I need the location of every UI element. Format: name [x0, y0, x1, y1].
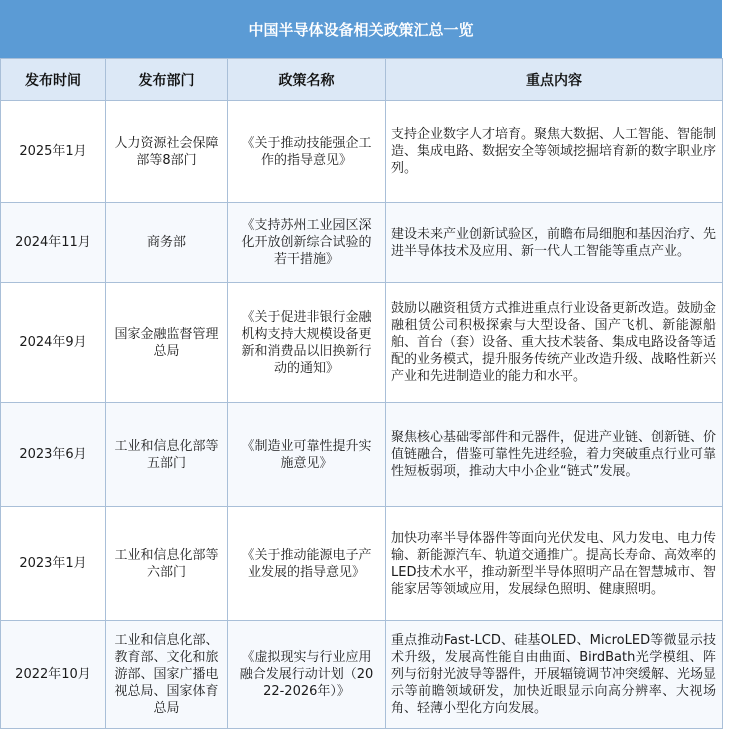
cell-policy-name: 《关于促进非银行金融机构支持大规模设备更新和消费品以旧换新行动的通知》 — [228, 283, 386, 403]
table-row — [1, 621, 723, 729]
cell-date: 2025年1月 — [1, 101, 106, 203]
header-policy-name: 政策名称 — [228, 59, 386, 101]
cell-dept: 人力资源社会保障部等8部门 — [106, 101, 228, 203]
cell-date: 2022年10月 — [1, 621, 106, 729]
table-row — [1, 101, 723, 203]
table-title: 中国半导体设备相关政策汇总一览 — [0, 0, 722, 58]
cell-dept: 商务部 — [106, 203, 228, 283]
cell-policy-name: 《虚拟现实与行业应用融合发展行动计划（2022-2026年）》 — [228, 621, 386, 729]
cell-policy-name: 《关于推动能源电子产业发展的指导意见》 — [228, 507, 386, 621]
header-row — [1, 59, 723, 101]
cell-dept: 工业和信息化部等六部门 — [106, 507, 228, 621]
header-date: 发布时间 — [1, 59, 106, 101]
cell-content: 支持企业数字人才培育。聚焦大数据、人工智能、智能制造、集成电路、数据安全等领域挖掘培育新的数字职业序列。 — [386, 101, 723, 203]
cell-policy-name: 《支持苏州工业园区深化开放创新综合试验的若干措施》 — [228, 203, 386, 283]
header-key-content: 重点内容 — [386, 59, 723, 101]
table-row — [1, 283, 723, 403]
cell-date: 2024年11月 — [1, 203, 106, 283]
cell-dept: 国家金融监督管理总局 — [106, 283, 228, 403]
cell-date: 2023年6月 — [1, 403, 106, 507]
cell-content: 鼓励以融资租赁方式推进重点行业设备更新改造。鼓励金融租赁公司积极探索与大型设备、国产飞机、新能源船舶、首台（套）设备、重大技术装备、集成电路设备等适配的业务模式，提升服务传统产业改造升级、战略性新兴产业和先进制造业的能力和水平。 — [386, 283, 723, 403]
cell-policy-name: 《关于推动技能强企工作的指导意见》 — [228, 101, 386, 203]
cell-dept: 工业和信息化部等五部门 — [106, 403, 228, 507]
cell-policy-name: 《制造业可靠性提升实施意见》 — [228, 403, 386, 507]
cell-dept: 工业和信息化部、教育部、文化和旅游部、国家广播电视总局、国家体育总局 — [106, 621, 228, 729]
policy-table — [0, 58, 723, 729]
cell-date: 2023年1月 — [1, 507, 106, 621]
cell-content: 建设未来产业创新试验区，前瞻布局细胞和基因治疗、先进半导体技术及应用、新一代人工智能等重点产业。 — [386, 203, 723, 283]
cell-date: 2024年9月 — [1, 283, 106, 403]
cell-content: 加快功率半导体器件等面向光伏发电、风力发电、电力传输、新能源汽车、轨道交通推广。提高长寿命、高效率的LED技术水平，推动新型半导体照明产品在智慧城市、智能家居等领域应用，发展绿色照明、健康照明。 — [386, 507, 723, 621]
table-row — [1, 203, 723, 283]
header-dept: 发布部门 — [106, 59, 228, 101]
cell-content: 聚焦核心基础零部件和元器件，促进产业链、创新链、价值链融合，借鉴可靠性先进经验，着力突破重点行业可靠性短板弱项，推动大中小企业“链式”发展。 — [386, 403, 723, 507]
cell-content: 重点推动Fast-LCD、硅基OLED、MicroLED等微显示技术升级，发展高性能自由曲面、BirdBath光学模组、阵列与衍射光波导等器件，开展辐镜调节冲突缓解、光场显示等前瞻领域研发，加快近眼显示向高分辨率、大视场角、轻薄小型化方向发展。 — [386, 621, 723, 729]
table-row — [1, 403, 723, 507]
table-row — [1, 507, 723, 621]
